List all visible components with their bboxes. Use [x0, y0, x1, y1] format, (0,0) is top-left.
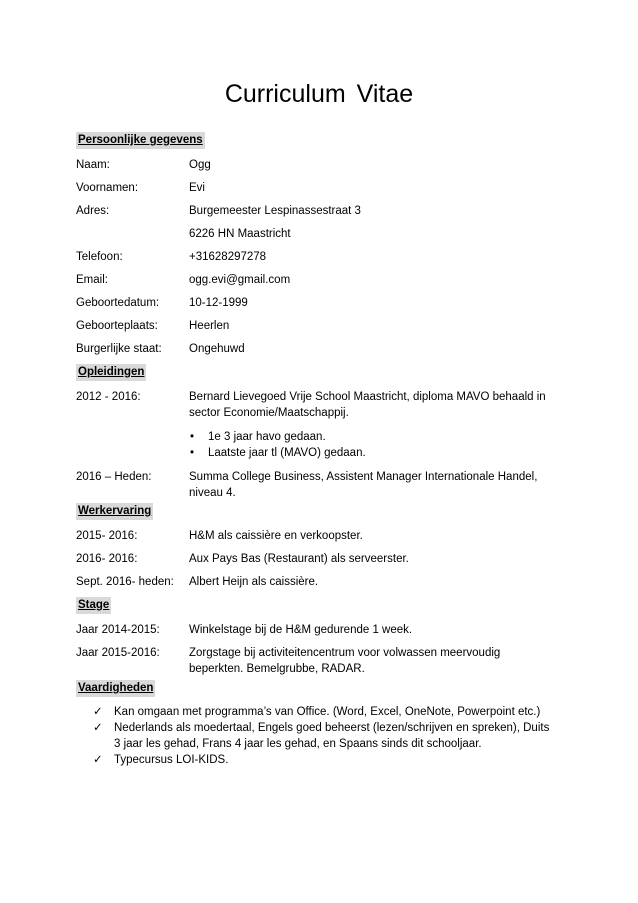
checkmark-icon: ✓ — [93, 754, 103, 766]
bullet-text: Laatste jaar tl (MAVO) gedaan. — [208, 447, 366, 459]
internship-description: Winkelstage bij de H&M gedurende 1 week. — [189, 624, 413, 636]
education-period: 2012 - 2016: — [76, 391, 141, 403]
value-address-city: 6226 HN Maastricht — [189, 228, 291, 240]
section-heading-personal: Persoonlijke gegevens — [76, 132, 205, 149]
list-item — [190, 445, 366, 461]
experience-description: H&M als caissière en verkoopster. — [189, 530, 363, 542]
experience-period: 2016- 2016: — [76, 553, 138, 565]
label-birthplace: Geboorteplaats: — [76, 320, 158, 332]
internship-period: Jaar 2014-2015: — [76, 624, 160, 636]
label-name: Naam: — [76, 159, 110, 171]
value-phone: +31628297278 — [189, 251, 267, 263]
skill-text: Nederlands als moedertaal, Engels goed beheerst (lezen/schrijven en spreken), Duits 3 jaar les gehad, Frans 4 jaar les gehad, en Spaans sinds dit schooljaar. — [114, 722, 550, 750]
section-heading-education: Opleidingen — [76, 364, 146, 381]
page-title: Curriculum Vitae — [224, 80, 414, 108]
list-item — [93, 720, 554, 752]
bullet-text: 1e 3 jaar havo gedaan. — [208, 431, 326, 443]
list-item — [190, 429, 326, 445]
value-email: ogg.evi@gmail.com — [189, 274, 291, 286]
internship-description: Zorgstage bij activiteitencentrum voor volwassen meervoudig beperkten. Bemelgrubbe, RADAR. — [189, 647, 501, 675]
experience-description: Aux Pays Bas (Restaurant) als serveerster. — [189, 553, 409, 565]
experience-description: Albert Heijn als caissière. — [189, 576, 319, 588]
section-heading-experience: Werkervaring — [76, 503, 153, 520]
skill-text: Typecursus LOI-KIDS. — [114, 754, 229, 766]
value-marital-status: Ongehuwd — [189, 343, 245, 355]
experience-period: 2015- 2016: — [76, 530, 138, 542]
value-birthdate: 10-12-1999 — [189, 297, 248, 309]
value-first-names: Evi — [189, 182, 205, 194]
label-email: Email: — [76, 274, 108, 286]
label-phone: Telefoon: — [76, 251, 123, 263]
bullet-icon: • — [190, 447, 195, 459]
education-period: 2016 – Heden: — [76, 471, 152, 483]
value-name: Ogg — [189, 159, 211, 171]
value-birthplace: Heerlen — [189, 320, 230, 332]
bullet-icon: • — [190, 431, 195, 443]
education-description: Bernard Lievegoed Vrije School Maastricht, diploma MAVO behaald in sector Economie/Maatschappij. — [189, 391, 546, 419]
section-heading-internship: Stage — [76, 597, 111, 614]
internship-period: Jaar 2015-2016: — [76, 647, 160, 659]
checkmark-icon: ✓ — [93, 706, 103, 718]
checkmark-icon: ✓ — [93, 722, 103, 734]
label-birthdate: Geboortedatum: — [76, 297, 160, 309]
value-address-street: Burgemeester Lespinassestraat 3 — [189, 205, 361, 217]
label-address: Adres: — [76, 205, 110, 217]
education-description: Summa College Business, Assistent Manager Internationale Handel, niveau 4. — [189, 471, 538, 499]
section-heading-skills: Vaardigheden — [76, 680, 155, 697]
experience-period: Sept. 2016- heden: — [76, 576, 174, 588]
list-item — [93, 752, 554, 768]
list-item — [93, 704, 554, 720]
skill-text: Kan omgaan met programma’s van Office. (Word, Excel, OneNote, Powerpoint etc.) — [114, 706, 541, 718]
label-marital-status: Burgerlijke staat: — [76, 343, 162, 355]
label-first-names: Voornamen: — [76, 182, 139, 194]
